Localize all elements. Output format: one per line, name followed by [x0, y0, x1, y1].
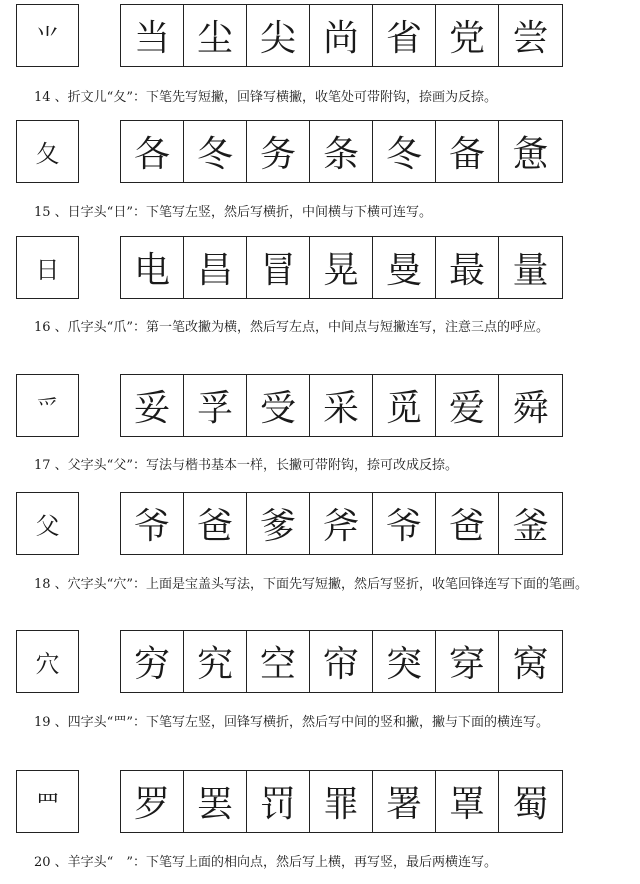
example-character: 爱 [436, 375, 499, 436]
example-character: 孚 [184, 375, 247, 436]
example-character: 爷 [121, 493, 184, 554]
example-character: 省 [373, 5, 436, 66]
example-character: 署 [373, 771, 436, 832]
example-character: 尚 [310, 5, 373, 66]
example-character: 务 [247, 121, 310, 182]
example-character: 罩 [436, 771, 499, 832]
rule-description: 20 、羊字头“ ”：下笔写上面的相向点，然后写上横，再写竖，最后两横连写。 [34, 855, 497, 870]
radical-box: 父 [16, 492, 79, 555]
example-character: 昌 [184, 237, 247, 298]
example-character: 罗 [121, 771, 184, 832]
example-character: 采 [310, 375, 373, 436]
example-character: 帘 [310, 631, 373, 692]
example-character: 电 [121, 237, 184, 298]
example-character: 受 [247, 375, 310, 436]
example-character: 觅 [373, 375, 436, 436]
example-character: 量 [512, 250, 549, 291]
example-character: 穷 [121, 631, 184, 692]
example-character: 突 [373, 631, 436, 692]
example-strip [120, 630, 563, 693]
example-character: 蜀 [512, 784, 549, 825]
example-character: 最 [436, 237, 499, 298]
radical-box: 穴 [16, 630, 79, 693]
example-character: 当 [121, 5, 184, 66]
example-character: 斧 [310, 493, 373, 554]
radical-box: 罒 [16, 770, 79, 833]
example-character: 冬 [373, 121, 436, 182]
example-strip [120, 374, 563, 437]
example-character: 备 [436, 121, 499, 182]
radical-box: 夂 [16, 120, 79, 183]
rule-description: 14 、折文儿“夂”：下笔先写短撇，回锋写横撇，收笔处可带附钩，捺画为反捺。 [34, 90, 497, 105]
example-character: 罚 [247, 771, 310, 832]
example-strip [120, 120, 563, 183]
example-character: 究 [184, 631, 247, 692]
example-character: 尘 [184, 5, 247, 66]
example-character: 党 [436, 5, 499, 66]
rule-description: 15 、日字头“日”：下笔写左竖，然后写横折，中间横与下横可连写。 [34, 205, 432, 220]
example-character: 惫 [512, 134, 549, 175]
example-character: 冬 [184, 121, 247, 182]
example-character: 罪 [310, 771, 373, 832]
example-character: 冒 [247, 237, 310, 298]
example-character: 爸 [184, 493, 247, 554]
rule-description: 19 、四字头“罒”：下笔写左竖，回锋写横折，然后写中间的竖和撇，撇与下面的横连写。 [34, 715, 549, 730]
radical-box: ⺌ [16, 4, 79, 67]
example-character: 爷 [373, 493, 436, 554]
example-character: 爸 [436, 493, 499, 554]
radical-box: 日 [16, 236, 79, 299]
example-character: 舜 [512, 388, 549, 429]
example-character: 空 [247, 631, 310, 692]
radical-box: 爫 [16, 374, 79, 437]
example-strip [120, 236, 563, 299]
rule-description: 17 、父字头“父”：写法与楷书基本一样，长撇可带附钩，捺可改成反捺。 [34, 458, 458, 473]
example-strip [120, 770, 563, 833]
example-strip [120, 492, 563, 555]
example-character: 曼 [373, 237, 436, 298]
example-character: 窝 [512, 644, 549, 685]
example-character: 尖 [247, 5, 310, 66]
example-character: 妥 [121, 375, 184, 436]
example-character: 晃 [310, 237, 373, 298]
example-character: 罢 [184, 771, 247, 832]
example-character: 爹 [247, 493, 310, 554]
example-character: 釜 [512, 506, 549, 547]
rule-description: 16 、爪字头“爪”：第一笔改撇为横，然后写左点，中间点与短撇连写，注意三点的呼应。 [34, 320, 549, 335]
example-character: 尝 [512, 18, 549, 59]
rule-description: 18 、穴字头“穴”：上面是宝盖头写法，下面先写短撇，然后写竖折，收笔回锋连写下面的笔画。 [34, 577, 588, 592]
example-character: 各 [121, 121, 184, 182]
example-character: 穿 [436, 631, 499, 692]
example-strip [120, 4, 563, 67]
example-character: 条 [310, 121, 373, 182]
